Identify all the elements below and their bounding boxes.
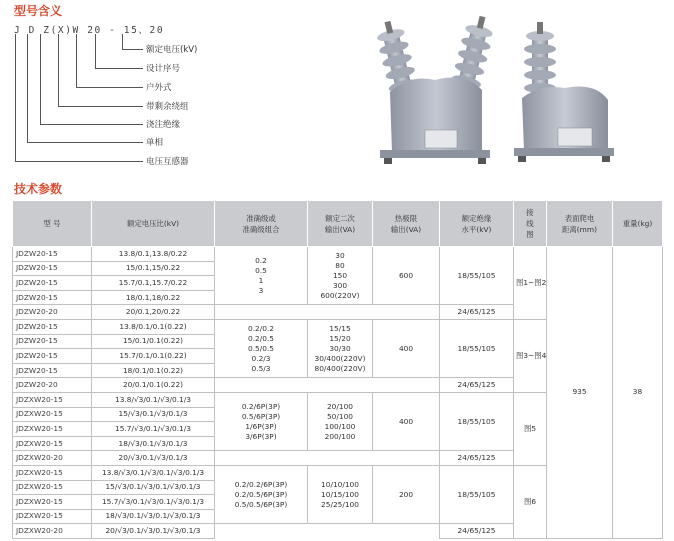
- cell-model: JDZW20-15: [13, 319, 92, 334]
- cell-model: JDZXW20-15: [13, 509, 92, 524]
- output-value: 10/10/100: [321, 479, 359, 489]
- table-row: [13, 247, 663, 262]
- accuracy-value: 0.2/0.5/6P(3P): [234, 489, 288, 499]
- cell-ratio: 20/0.1/0.1(0.22): [92, 378, 215, 393]
- header-model: 型 号: [13, 201, 92, 247]
- cell-insulation-alt: 24/65/125: [440, 378, 514, 393]
- table-header-row: [13, 201, 663, 247]
- output-value: 15/20: [329, 333, 351, 343]
- cell-ratio: 20/0.1,20/0.22: [92, 305, 215, 320]
- cell-model: JDZW20-20: [13, 378, 92, 393]
- accuracy-value: 0.2/0.5: [248, 333, 274, 343]
- legend-rated-voltage: 额定电压(kV): [146, 45, 198, 55]
- cell-ratio: 15/√3/0.1/√3/0.1/√3/0.1/3: [92, 480, 215, 495]
- output-value: 30: [335, 250, 345, 260]
- header-wiring-text: 接 线 图: [526, 208, 534, 239]
- output-value: 200/100: [324, 431, 356, 441]
- accuracy-value: 0.5/6P(3P): [241, 411, 281, 421]
- spec-table: [12, 200, 663, 539]
- cell-creepage: 935: [547, 247, 613, 539]
- cell-thermal: 600: [373, 247, 440, 305]
- cell-ratio: 15.7/0.1,15.7/0.22: [92, 276, 215, 291]
- output-value: 600(220V): [320, 290, 360, 300]
- header-insulation: [440, 201, 514, 247]
- model-code: J D Z(X)W 20 - 15、20: [14, 25, 165, 36]
- accuracy-value: 0.2/0.2: [248, 323, 274, 333]
- product-image-two-bushing: [370, 12, 500, 177]
- cell-model: JDZW20-15: [13, 349, 92, 364]
- accuracy-value: 0.2: [255, 255, 267, 265]
- cell-blank: [215, 451, 440, 466]
- cell-accuracy: [215, 392, 308, 450]
- cell-output: [308, 247, 373, 305]
- cell-output: [308, 465, 373, 523]
- output-value: 25/25/100: [321, 499, 359, 509]
- legend-design-serial: 设计序号: [146, 64, 181, 74]
- accuracy-value: 0.2/3: [251, 353, 271, 363]
- cell-wiring: 图6: [514, 465, 547, 538]
- output-value: 30/30: [329, 343, 351, 353]
- accuracy-value: 3/6P(3P): [245, 431, 277, 441]
- header-ratio: 额定电压比(kV): [92, 201, 215, 247]
- cell-thermal: 200: [373, 465, 440, 523]
- cell-model: JDZW20-15: [13, 276, 92, 291]
- header-accuracy-text: 准确级或 准确级组合: [242, 213, 280, 234]
- cell-insulation: 18/55/105: [440, 247, 514, 305]
- cell-accuracy: [215, 465, 308, 523]
- header-accuracy: [215, 201, 308, 247]
- output-value: 50/100: [326, 411, 353, 421]
- cell-output: [308, 319, 373, 377]
- cell-accuracy: [215, 319, 308, 377]
- cell-model: JDZW20-20: [13, 305, 92, 320]
- output-value: 80/400(220V): [314, 363, 366, 373]
- legend-outdoor: 户外式: [146, 83, 172, 93]
- section-title-tech-params: 技术参数: [14, 182, 63, 196]
- cell-model: JDZXW20-15: [13, 480, 92, 495]
- cell-ratio: 13.8/0.1/0.1(0.22): [92, 319, 215, 334]
- accuracy-value: 0.2/6P(3P): [241, 401, 281, 411]
- cell-model: JDZXW20-15: [13, 407, 92, 422]
- header-creepage: [547, 201, 613, 247]
- accuracy-value: 1/6P(3P): [245, 421, 277, 431]
- header-insulation-text: 额定绝缘 水平(kV): [461, 213, 492, 234]
- cell-ratio: 13.8/√3/0.1/√3/0.1/√3/0.1/3: [92, 465, 215, 480]
- legend-voltage-transformer: 电压互感器: [146, 157, 189, 167]
- cell-insulation-alt: 24/65/125: [440, 524, 514, 539]
- accuracy-value: 0.5: [255, 265, 267, 275]
- cell-model: JDZXW20-20: [13, 524, 92, 539]
- cell-ratio: 18/0.1/0.1(0.22): [92, 363, 215, 378]
- header-output: [308, 201, 373, 247]
- cell-ratio: 20/√3/0.1/√3/0.1/√3/0.1/3: [92, 524, 215, 539]
- cell-insulation: 18/55/105: [440, 392, 514, 450]
- cell-insulation-alt: 24/65/125: [440, 305, 514, 320]
- cell-ratio: 18/√3/0.1/√3/0.1/√3/0.1/3: [92, 509, 215, 524]
- accuracy-value: 0.5/0.5: [248, 343, 274, 353]
- cell-ratio: 18/0.1,18/0.22: [92, 290, 215, 305]
- cell-accuracy: [215, 247, 308, 305]
- accuracy-value: 0.5/3: [251, 363, 271, 373]
- legend-connector: [15, 34, 143, 162]
- cell-insulation-alt: 24/65/125: [440, 451, 514, 466]
- cell-model: JDZW20-15: [13, 247, 92, 262]
- cell-blank: [215, 378, 440, 393]
- cell-insulation: 18/55/105: [440, 465, 514, 523]
- cell-insulation: 18/55/105: [440, 319, 514, 377]
- cell-ratio: 13.8/√3/0.1/√3/0.1/3: [92, 392, 215, 407]
- cell-wiring: 图5: [514, 392, 547, 465]
- accuracy-value: 1: [258, 275, 264, 285]
- cell-model: JDZXW20-15: [13, 436, 92, 451]
- output-value: 20/100: [326, 401, 353, 411]
- cell-model: JDZW20-15: [13, 261, 92, 276]
- cell-thermal: 400: [373, 392, 440, 450]
- output-value: 80: [335, 260, 345, 270]
- accuracy-value: 3: [258, 285, 264, 295]
- header-output-text: 额定二次 输出(VA): [324, 213, 356, 234]
- cell-model: JDZW20-15: [13, 363, 92, 378]
- cell-wiring: 图3~图4: [514, 319, 547, 392]
- output-value: 30/400(220V): [314, 353, 366, 363]
- cell-model: JDZXW20-15: [13, 422, 92, 437]
- output-value: 300: [332, 280, 348, 290]
- header-creepage-text: 表面爬电 距离(mm): [562, 213, 597, 234]
- cell-ratio: 15/√3/0.1/√3/0.1/3: [92, 407, 215, 422]
- legend-residual-winding: 带剩余绕组: [146, 102, 189, 112]
- header-thermal: [373, 201, 440, 247]
- section-title-model-meaning: 型号含义: [14, 4, 63, 18]
- header-thermal-text: 热极限 输出(VA): [390, 213, 422, 234]
- cell-blank: [215, 524, 440, 539]
- cell-model: JDZW20-15: [13, 290, 92, 305]
- cell-wiring: 图1~图2: [514, 247, 547, 320]
- cell-weight: 38: [613, 247, 663, 539]
- cell-ratio: 20/√3/0.1/√3/0.1/3: [92, 451, 215, 466]
- output-value: 15/15: [329, 323, 351, 333]
- cell-model: JDZW20-15: [13, 334, 92, 349]
- cell-model: JDZXW20-15: [13, 392, 92, 407]
- cell-model: JDZXW20-15: [13, 465, 92, 480]
- legend-cast-insulation: 浇注绝缘: [146, 120, 181, 130]
- output-value: 100/100: [324, 421, 356, 431]
- product-image-single-bushing: [510, 20, 620, 175]
- cell-blank: [215, 305, 440, 320]
- cell-thermal: 400: [373, 319, 440, 377]
- cell-ratio: 18/√3/0.1/√3/0.1/3: [92, 436, 215, 451]
- cell-ratio: 15.7/0.1/0.1(0.22): [92, 349, 215, 364]
- cell-ratio: 15/0.1/0.1(0.22): [92, 334, 215, 349]
- cell-output: [308, 392, 373, 450]
- cell-ratio: 15/0.1,15/0.22: [92, 261, 215, 276]
- cell-ratio: 15.7/√3/0.1/√3/0.1/3: [92, 422, 215, 437]
- cell-ratio: 13.8/0.1,13.8/0.22: [92, 247, 215, 262]
- legend-single-phase: 单相: [146, 138, 164, 148]
- accuracy-value: 0.2/0.2/6P(3P): [234, 479, 288, 489]
- cell-model: JDZXW20-20: [13, 451, 92, 466]
- output-value: 10/15/100: [321, 489, 359, 499]
- header-wiring: [514, 201, 547, 247]
- header-weight: 重量(kg): [613, 201, 663, 247]
- cell-ratio: 15.7/√3/0.1/√3/0.1/√3/0.1/3: [92, 495, 215, 510]
- cell-model: JDZXW20-15: [13, 495, 92, 510]
- accuracy-value: 0.5/0.5/6P(3P): [234, 499, 288, 509]
- output-value: 150: [332, 270, 348, 280]
